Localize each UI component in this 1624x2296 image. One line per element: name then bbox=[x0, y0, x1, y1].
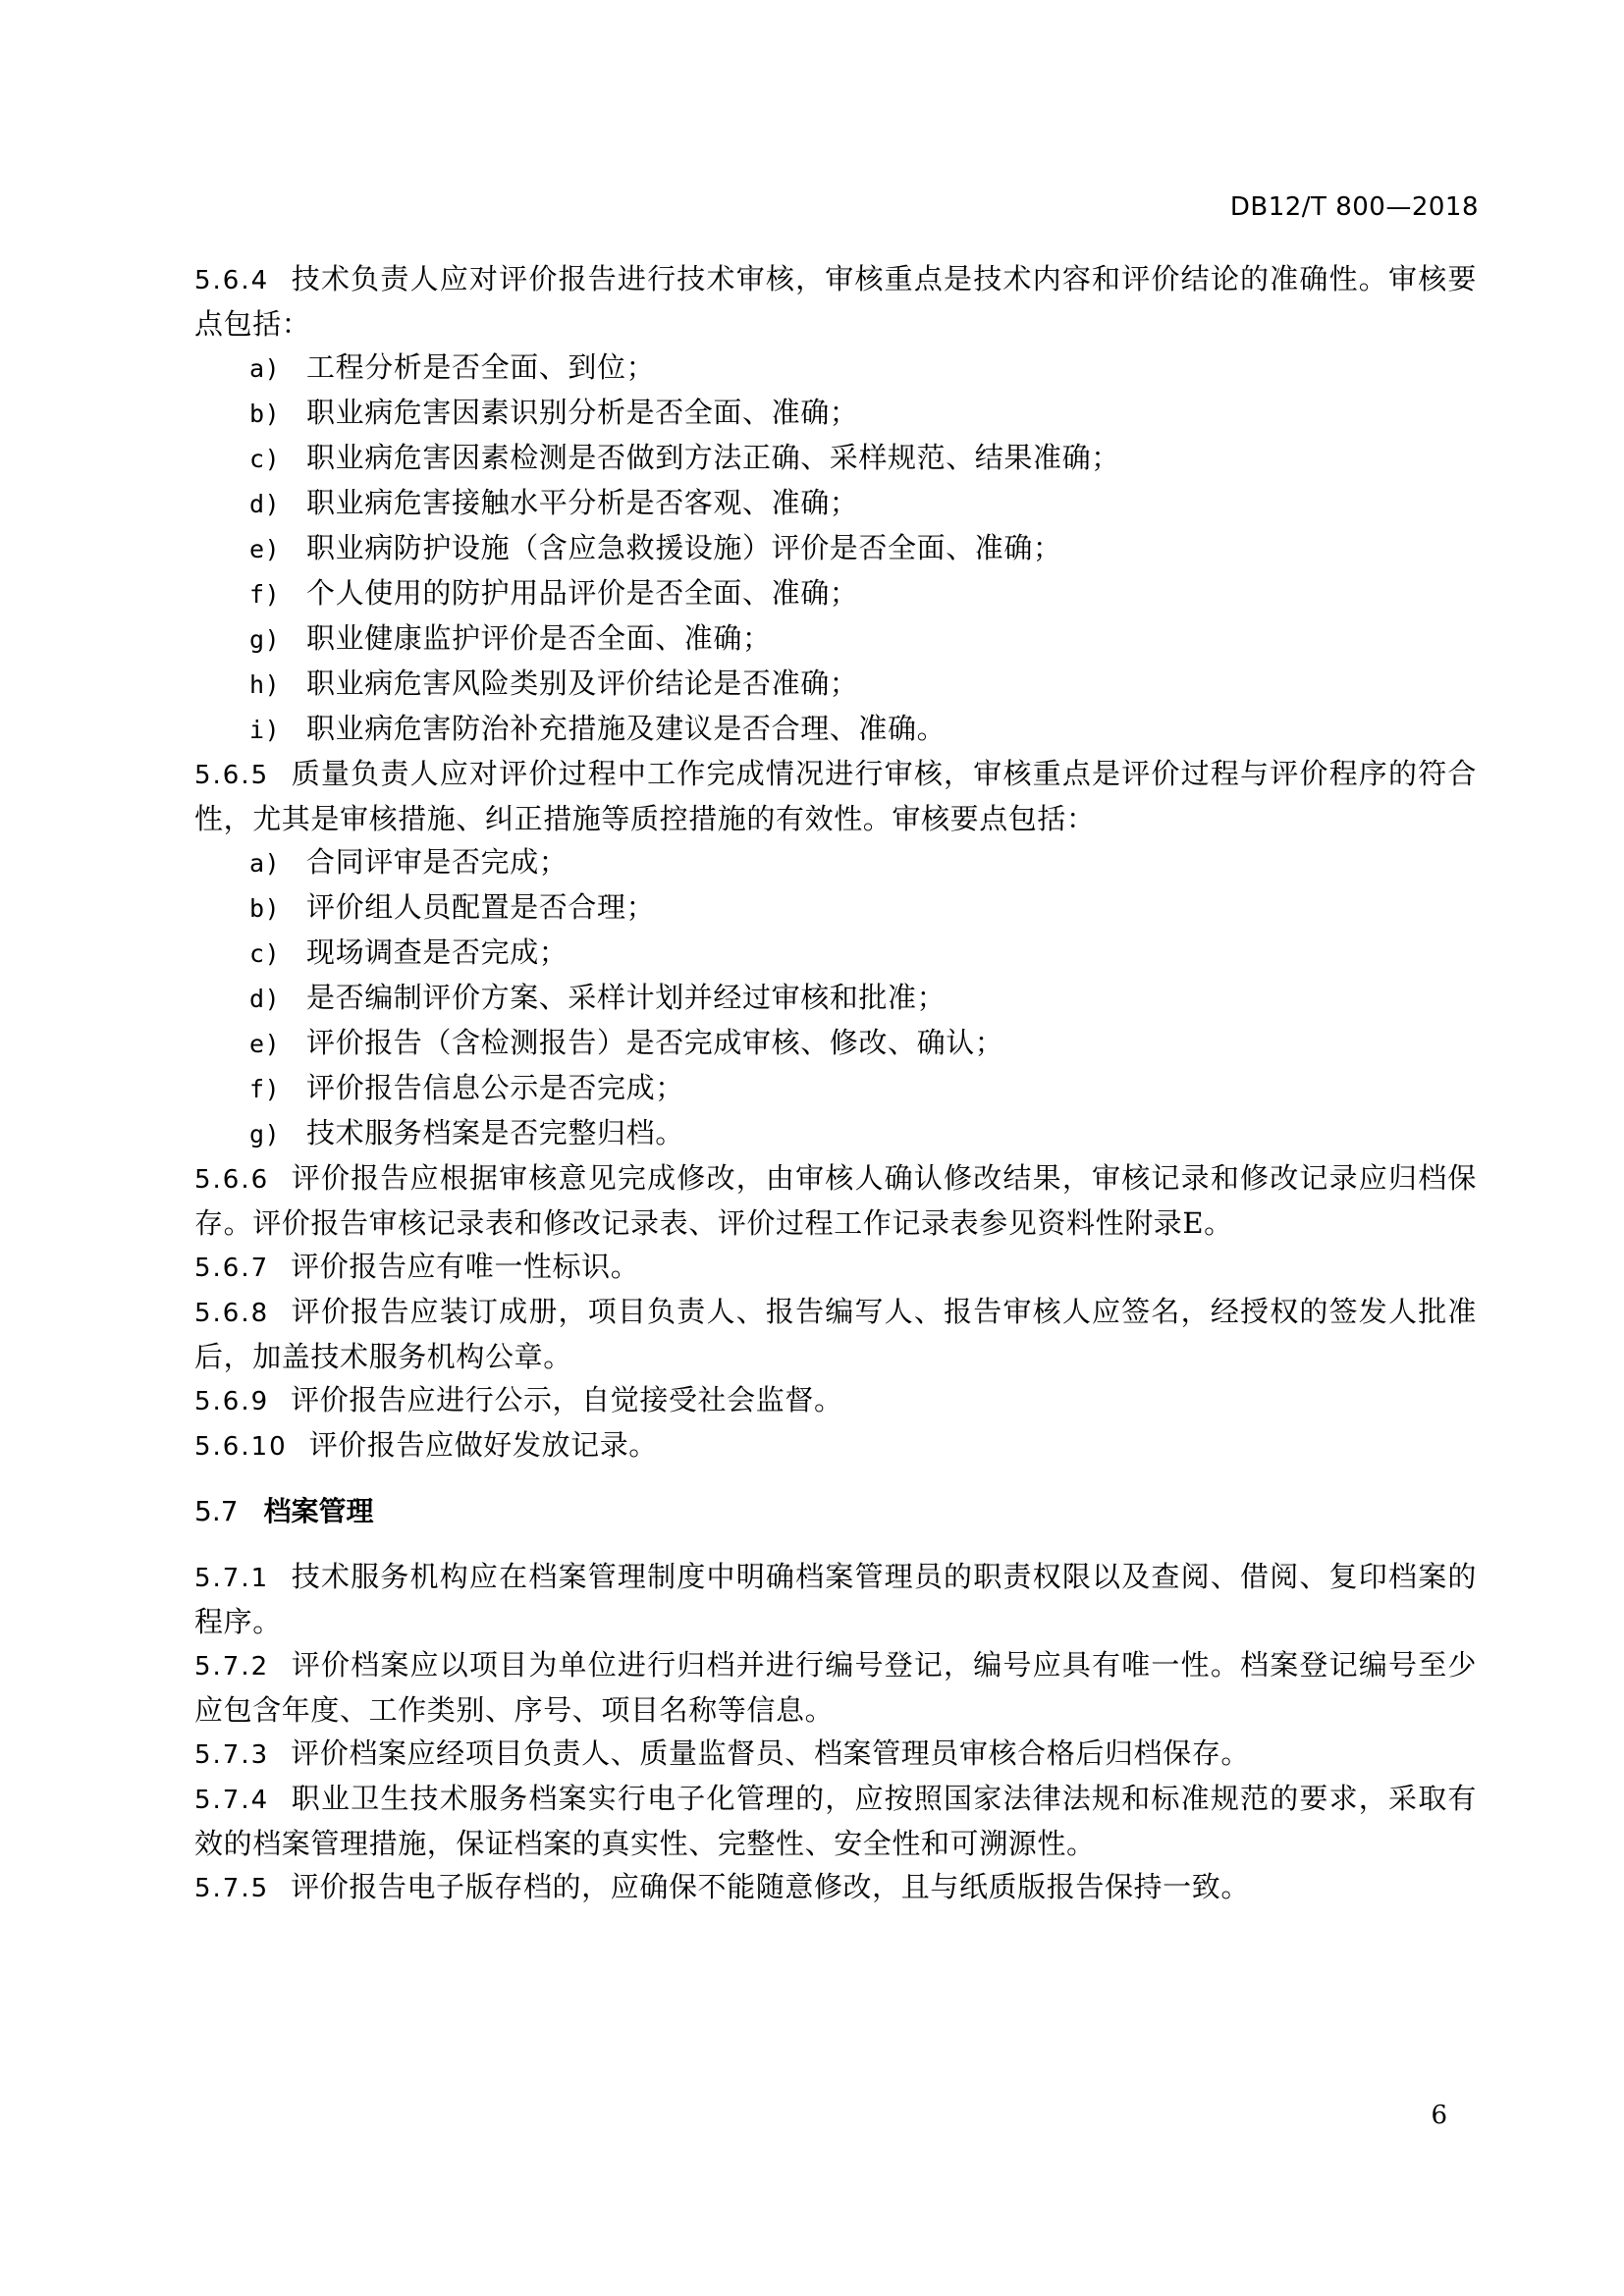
list-item bbox=[249, 931, 1477, 976]
clause-5-6-6 bbox=[194, 1156, 1477, 1245]
clause-text: 评价报告应有唯一性标识。 bbox=[291, 1250, 640, 1283]
list-marker: b) bbox=[249, 400, 281, 428]
list-item-text: 职业病危害防治补充措施及建议是否合理、准确。 bbox=[306, 712, 947, 745]
list-item-text: 职业病危害因素检测是否做到方法正确、采样规范、结果准确； bbox=[306, 441, 1120, 474]
list-marker: g) bbox=[249, 625, 281, 654]
clause-number: 5.7.1 bbox=[194, 1564, 270, 1593]
clause-5-6-7 bbox=[194, 1245, 1477, 1290]
list-marker: i) bbox=[249, 716, 281, 744]
clause-5-7-5 bbox=[194, 1865, 1477, 1910]
document-code: DB12/T 800—2018 bbox=[1229, 192, 1479, 222]
clause-text: 评价档案应经项目负责人、质量监督员、档案管理员审核合格后归档保存。 bbox=[291, 1736, 1250, 1770]
clause-number: 5.7.5 bbox=[194, 1874, 270, 1903]
clause-number: 5.6.9 bbox=[194, 1387, 270, 1416]
clause-5-7-2 bbox=[194, 1643, 1477, 1732]
clause-text: 评价报告应进行公示，自觉接受社会监督。 bbox=[291, 1383, 843, 1416]
section-number: 5.7 bbox=[194, 1495, 239, 1527]
clause-number: 5.6.8 bbox=[194, 1299, 270, 1328]
clause-5-7-1 bbox=[194, 1555, 1477, 1643]
list-marker: f) bbox=[249, 580, 281, 609]
clause-text: 评价报告应做好发放记录。 bbox=[308, 1428, 658, 1462]
list-item bbox=[249, 346, 1477, 391]
clause-number: 5.7.4 bbox=[194, 1786, 270, 1815]
list-marker: h) bbox=[249, 670, 281, 699]
list-marker: e) bbox=[249, 1030, 281, 1058]
list-item bbox=[249, 1066, 1477, 1111]
list-item bbox=[249, 662, 1477, 707]
list-item-text: 工程分析是否全面、到位； bbox=[306, 350, 656, 384]
clause-text: 评价报告应根据审核意见完成修改，由审核人确认修改结果，审核记录和修改记录应归档保存。评价报告审核记录表和修改记录表、评价过程工作记录表参见资料性附录E。 bbox=[194, 1161, 1477, 1240]
list-item-text: 评价报告信息公示是否完成； bbox=[306, 1071, 684, 1104]
list-item-text: 职业病危害因素识别分析是否全面、准确； bbox=[306, 396, 859, 429]
clause-5-6-4 bbox=[194, 257, 1477, 346]
list-item bbox=[249, 436, 1477, 481]
list-item bbox=[249, 976, 1477, 1021]
list-marker: d) bbox=[249, 985, 281, 1013]
clause-number: 5.7.3 bbox=[194, 1740, 270, 1770]
clause-text: 职业卫生技术服务档案实行电子化管理的，应按照国家法律法规和标准规范的要求，采取有效的档案管理措施，保证档案的真实性、完整性、安全性和可溯源性。 bbox=[194, 1782, 1477, 1860]
list-item-text: 评价报告（含检测报告）是否完成审核、修改、确认； bbox=[306, 1026, 1004, 1059]
list-item bbox=[249, 526, 1477, 571]
clause-5-6-5 bbox=[194, 752, 1477, 840]
list-item-text: 合同评审是否完成； bbox=[306, 845, 568, 879]
list-marker: c) bbox=[249, 445, 281, 473]
clause-5-6-10 bbox=[194, 1423, 1477, 1468]
list-item bbox=[249, 707, 1477, 752]
list-item-text: 是否编制评价方案、采样计划并经过审核和批准； bbox=[306, 981, 947, 1014]
list-item-text: 现场调查是否完成； bbox=[306, 935, 568, 969]
clause-number: 5.6.7 bbox=[194, 1254, 270, 1283]
clause-text: 技术服务机构应在档案管理制度中明确档案管理员的职责权限以及查阅、借阅、复印档案的程序。 bbox=[194, 1560, 1477, 1638]
list-item bbox=[249, 885, 1477, 931]
list-marker: f) bbox=[249, 1075, 281, 1103]
list-item-text: 职业健康监护评价是否全面、准确； bbox=[306, 621, 772, 655]
clause-number: 5.6.10 bbox=[194, 1432, 288, 1462]
section-title: 档案管理 bbox=[263, 1495, 374, 1527]
list-item-text: 职业病危害风险类别及评价结论是否准确； bbox=[306, 667, 859, 700]
clause-number: 5.6.4 bbox=[194, 266, 270, 295]
clause-number: 5.7.2 bbox=[194, 1652, 270, 1682]
clause-number: 5.6.5 bbox=[194, 761, 270, 790]
list-marker: d) bbox=[249, 490, 281, 518]
list-item-text: 个人使用的防护用品评价是否全面、准确； bbox=[306, 576, 859, 610]
clause-5-6-8 bbox=[194, 1290, 1477, 1378]
clause-text: 评价档案应以项目为单位进行归档并进行编号登记，编号应具有唯一性。档案登记编号至少应包含年度、工作类别、序号、项目名称等信息。 bbox=[194, 1648, 1477, 1727]
clause-5-6-9 bbox=[194, 1378, 1477, 1423]
list-marker: g) bbox=[249, 1120, 281, 1148]
list-marker: c) bbox=[249, 939, 281, 968]
list-item-text: 职业病防护设施（含应急救援设施）评价是否全面、准确； bbox=[306, 531, 1062, 564]
clause-text: 评价报告电子版存档的，应确保不能随意修改，且与纸质版报告保持一致。 bbox=[291, 1870, 1250, 1903]
page-number: 6 bbox=[1431, 2101, 1447, 2130]
list-item bbox=[249, 391, 1477, 436]
clause-5-6-4-list bbox=[194, 346, 1477, 752]
clause-text: 评价报告应装订成册，项目负责人、报告编写人、报告审核人应签名，经授权的签发人批准后，加盖技术服务机构公章。 bbox=[194, 1295, 1477, 1373]
list-item-text: 职业病危害接触水平分析是否客观、准确； bbox=[306, 486, 859, 519]
list-item-text: 评价组人员配置是否合理； bbox=[306, 890, 656, 924]
list-marker: a) bbox=[249, 354, 281, 383]
list-marker: a) bbox=[249, 849, 281, 878]
list-item bbox=[249, 840, 1477, 885]
list-item-text: 技术服务档案是否完整归档。 bbox=[306, 1116, 684, 1149]
section-heading-5-7 bbox=[194, 1490, 1477, 1533]
clause-5-7-3 bbox=[194, 1732, 1477, 1777]
document-body bbox=[194, 257, 1477, 1910]
clause-number: 5.6.6 bbox=[194, 1165, 270, 1195]
list-item bbox=[249, 571, 1477, 616]
list-item bbox=[249, 1021, 1477, 1066]
clause-5-6-5-list bbox=[194, 840, 1477, 1156]
clause-5-7-4 bbox=[194, 1777, 1477, 1865]
clause-text: 质量负责人应对评价过程中工作完成情况进行审核，审核重点是评价过程与评价程序的符合性，尤其是审核措施、纠正措施等质控措施的有效性。审核要点包括： bbox=[194, 757, 1477, 835]
list-item bbox=[249, 481, 1477, 526]
list-marker: e) bbox=[249, 535, 281, 563]
clause-text: 技术负责人应对评价报告进行技术审核，审核重点是技术内容和评价结论的准确性。审核要点包括： bbox=[194, 262, 1477, 341]
list-marker: b) bbox=[249, 894, 281, 923]
list-item bbox=[249, 1111, 1477, 1156]
list-item bbox=[249, 616, 1477, 662]
